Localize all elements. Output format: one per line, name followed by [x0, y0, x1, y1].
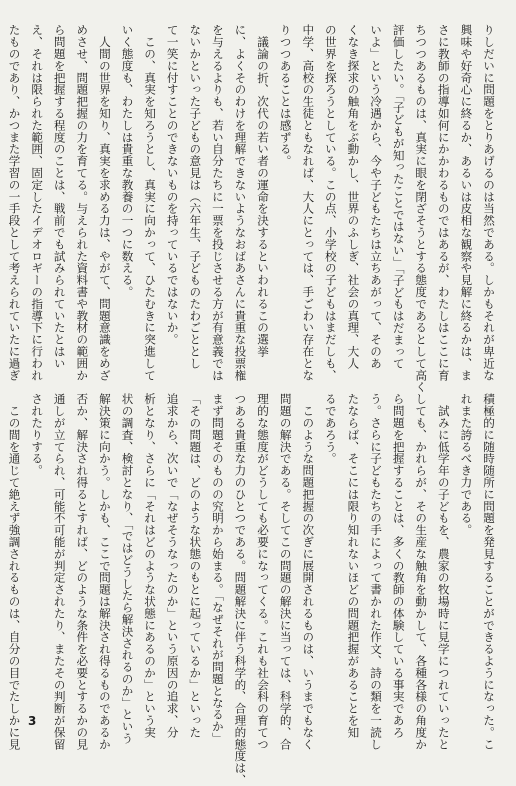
text-line: を与えるよりも、若い自分たちに一票を投じさせる方が有意義では: [210, 24, 225, 381]
text-line: 通しが立てられ、可能不可能が判定されたり、またその判断が保留: [52, 393, 67, 750]
text-line: の世界を探ろうとしている。この点、小学校の子どもはまだしも、: [323, 24, 338, 381]
text-line: 理的な態度がどうしても必要になってくる。これも社会科の育てつ: [256, 393, 271, 750]
text-line: う。さらに子どもたちの手によって書かれた作文、詩の類を一読し: [369, 393, 384, 750]
text-line: この、真実を知ろうとし、真実に向かって、ひたむきに突進して: [143, 24, 158, 381]
text-line: [0, 24, 3, 346]
text-line: めさせ、問題把握の力を育てる。与えられた資料書や教材の範囲か: [75, 24, 90, 381]
text-line: このような問題把握の次ぎに展開されるものは、いうまでもなく: [301, 393, 316, 750]
text-line: 問題の解決である。そしてこの問題の解決に当っては、科学的、合: [278, 393, 293, 750]
text-line: たものであり、かつまた学習の一手段として考えられていたに過ぎ: [7, 24, 22, 381]
text-line: て一笑に付すことのできないものを持っているではないか。: [165, 24, 180, 346]
text-line: [0, 393, 3, 715]
text-line: 評価したい。「子どもが知ったことではない」「子どもはだまって: [391, 24, 406, 370]
text-line: いよ」という冷遇から、今や子どもたちは立ちあがって、そのあ: [369, 24, 384, 370]
text-line: れまた誇るべき力である。: [459, 393, 474, 536]
text-line: まず問題そのものの究明から始まる。「なぜそれが問題となるか」: [210, 393, 225, 745]
text-line: ら問題を把握することは、多くの教師の体験している事実であろ: [391, 393, 406, 739]
text-line: つある貴重な力のひとつである。問題解決に伴う科学的、合理的態度は、: [233, 393, 248, 786]
text-line: 状の調査、検討となり、「ではどうしたら解決されるのか」という: [120, 393, 135, 745]
lower-text-column: [0, 393, 500, 786]
text-line: 追求から、次いで「なぜそうなったのか」という原因の追求、分: [165, 393, 180, 739]
text-line: 積極的に随時随所に問題を発見することができるようになった。こ: [482, 393, 496, 750]
text-line: されたりする。: [30, 393, 45, 477]
text-line: 人間の世界を知り、真実を求める力は、やがて、問題意識をめざ: [97, 24, 112, 381]
text-line: ら問題を把握する程度のことは、戦前でも試みられていたとはい: [52, 24, 67, 370]
text-line: りつつあることは感ずる。: [278, 24, 293, 167]
text-line: え、それは限られた範囲、固定したイデオロギーの指導下に行われ: [30, 24, 45, 381]
text-line: 試みに低学年の子どもを、農家の牧場時に見学につれていったと: [436, 393, 451, 750]
text-line: しても、かれらが、その生産な触角を動かして、各種各様の角度か: [414, 393, 429, 750]
text-line: ちつつあるものは、真実に眼を閉ざそうとする態度であるとして高く: [414, 24, 429, 393]
text-line: 否か、解決され得るとすれば、どのような条件を必要とするかの見: [75, 393, 90, 750]
text-line: この間を通じて絶えず強調されるものは、自分の目でたしかに見: [7, 393, 22, 750]
text-line: 析となり、さらに「それはどのような状態にあるのか」という実: [143, 393, 158, 739]
text-line: くなき探求の触角をぶ動かし、世界のふしぎ、社会の真理、大人: [346, 24, 361, 370]
text-line: たならば、そこには限り知れないほどの問題把握があることを知: [346, 393, 361, 739]
text-line: 議論の折、次代の若い者の運命を決するといわれるこの選挙: [256, 24, 271, 358]
text-line: りしだいに問題をとりあげるのは当然である。しかもそれが卑近な: [482, 24, 496, 381]
text-line: ないかといった子どもの意見は（六年生、子どものたわごととし: [188, 24, 203, 370]
text-line: 興味や好奇心に終るか、あるいは皮相な観察や見解に終るかは、ま: [459, 24, 474, 381]
text-line: 中学、高校の生徒ともなれば、大人にとっては、手ごわい存在とな: [301, 24, 316, 381]
text-line: さに教師の指導如何にかかわるものではあるが、わたしはここに育: [436, 24, 451, 381]
upper-text-column: [0, 24, 500, 393]
text-line: 「その問題は、どのような状態のもとに起っているか」といった: [188, 393, 203, 739]
text-line: いく態度も、わたしは貴重な教養の一つに数える。: [120, 24, 135, 298]
text-line: るであろう。: [323, 393, 338, 465]
page-number: 3: [28, 714, 37, 728]
text-line: に、よくそのわけを理解できないようなおばあさんに貴重な投票権: [233, 24, 248, 381]
text-line: 解決策に向かう。しかも、ここで問題は解決され得るものであるか: [97, 393, 112, 750]
